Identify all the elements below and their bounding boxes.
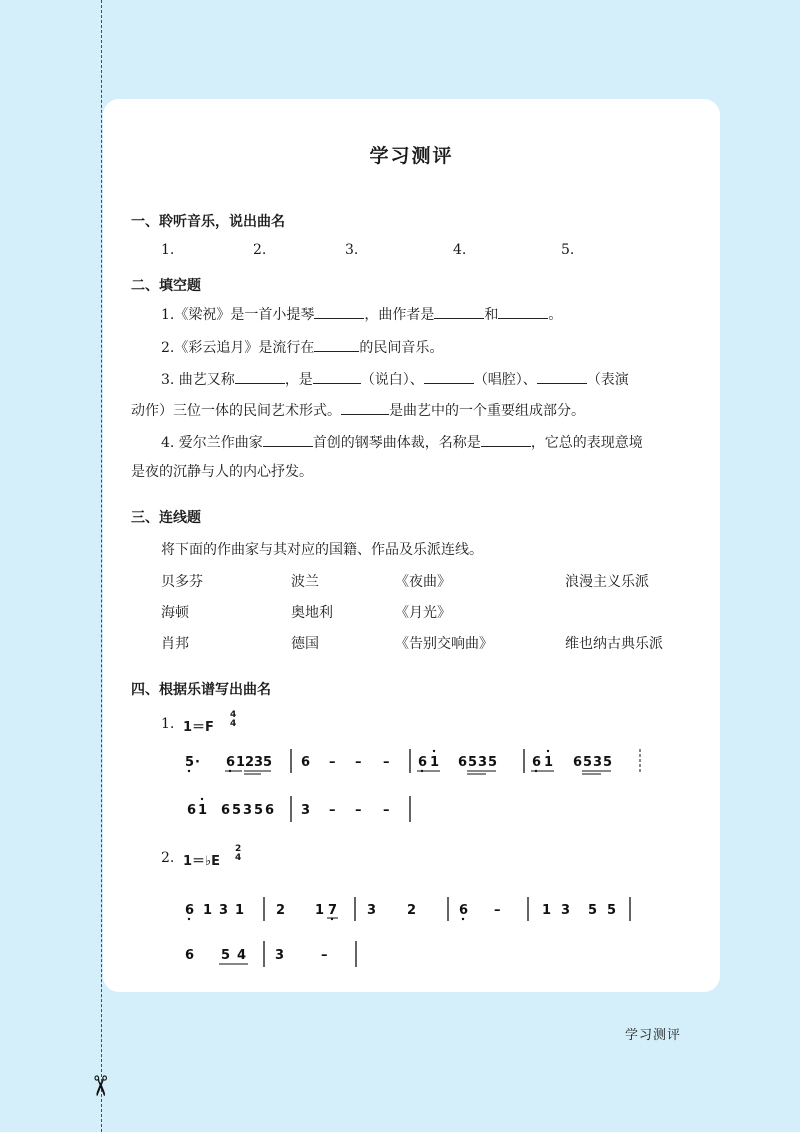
svg-text:–: – — [329, 755, 336, 770]
listen-item-4: 4. — [453, 242, 467, 258]
work-moonlight[interactable]: 《月光》 — [395, 605, 451, 621]
svg-text:3: 3 — [219, 903, 229, 918]
listen-item-5: 5. — [561, 242, 575, 258]
svg-text:3: 3 — [275, 948, 285, 963]
country-germany[interactable]: 德国 — [291, 636, 319, 652]
svg-text:·: · — [195, 755, 200, 770]
score-1-key: 1＝F — [183, 720, 214, 735]
fill-question-4-cont: 是夜的沉静与人的内心抒发。 — [131, 464, 313, 480]
svg-text:6: 6 — [573, 755, 583, 770]
answer-blank[interactable] — [314, 306, 364, 319]
svg-text:1: 1 — [203, 903, 213, 918]
work-farewell-symphony[interactable]: 《告别交响曲》 — [395, 636, 493, 652]
fill-question-4: 4. 爱尔兰作曲家 首创的钢琴曲体裁，名称是 ，它总的表现意境 — [161, 435, 643, 451]
svg-text:–: – — [383, 755, 390, 770]
svg-text:1: 1 — [315, 903, 325, 918]
answer-blank[interactable] — [235, 371, 285, 384]
svg-text:6: 6 — [459, 903, 469, 918]
svg-text:–: – — [383, 803, 390, 818]
svg-text:1: 1 — [542, 903, 552, 918]
svg-text:5: 5 — [607, 903, 617, 918]
work-nocturne[interactable]: 《夜曲》 — [395, 574, 451, 590]
svg-text:6: 6 — [301, 755, 311, 770]
listen-item-1: 1. — [161, 242, 175, 258]
country-poland[interactable]: 波兰 — [291, 574, 319, 590]
svg-text:5: 5 — [263, 755, 273, 770]
svg-text:5: 5 — [221, 948, 231, 963]
svg-text:6: 6 — [265, 803, 275, 818]
svg-text:3: 3 — [243, 803, 253, 818]
svg-text:6: 6 — [187, 803, 197, 818]
svg-text:–: – — [355, 755, 362, 770]
svg-text:5: 5 — [185, 755, 195, 770]
answer-blank[interactable] — [263, 434, 313, 447]
scissors-icon: ✂ — [83, 1074, 117, 1098]
section-2-heading: 二、填空题 — [131, 278, 201, 294]
svg-text:5: 5 — [254, 803, 264, 818]
svg-text:1: 1 — [235, 903, 245, 918]
answer-blank[interactable] — [341, 402, 389, 415]
matching-instruction: 将下面的作曲家与其对应的国籍、作品及乐派连线。 — [161, 542, 483, 558]
svg-text:6: 6 — [226, 755, 236, 770]
svg-text:3: 3 — [561, 903, 571, 918]
svg-text:2: 2 — [276, 903, 286, 918]
fill-question-1: 1.《梁祝》是一首小提琴 ，曲作者是 和 。 — [161, 307, 563, 323]
svg-text:3: 3 — [593, 755, 603, 770]
svg-text:5: 5 — [232, 803, 242, 818]
svg-text:1: 1 — [236, 755, 246, 770]
score-2-time-signature: 2 4 — [235, 844, 242, 863]
score-1-number: 1. — [161, 716, 175, 732]
answer-blank[interactable] — [481, 434, 531, 447]
score-2-key: 1＝♭E — [183, 854, 221, 869]
svg-text:1: 1 — [544, 755, 554, 770]
answer-blank[interactable] — [434, 306, 484, 319]
svg-text:–: – — [329, 803, 336, 818]
fill-question-3-cont: 动作）三位一体的民间艺术形式。 是曲艺中的一个重要组成部分。 — [131, 403, 585, 419]
listen-item-2: 2. — [253, 242, 267, 258]
svg-text:6: 6 — [185, 903, 195, 918]
school-viennese-classical[interactable]: 维也纳古典乐派 — [565, 636, 663, 652]
svg-text:6: 6 — [221, 803, 231, 818]
svg-text:1: 1 — [430, 755, 440, 770]
svg-text:3: 3 — [301, 803, 311, 818]
svg-text:2: 2 — [245, 755, 255, 770]
svg-text:7: 7 — [328, 903, 338, 918]
svg-text:6: 6 — [185, 948, 195, 963]
cut-line — [101, 0, 102, 1132]
page-title: 学习测评 — [369, 145, 454, 167]
section-1-heading: 一、聆听音乐，说出曲名 — [131, 214, 285, 230]
svg-text:5: 5 — [603, 755, 613, 770]
quiz-card — [103, 99, 720, 992]
svg-text:3: 3 — [254, 755, 264, 770]
fill-question-3: 3. 曲艺又称 ，是 （说白）、 （唱腔）、 （表演 — [161, 372, 629, 388]
svg-text:5: 5 — [468, 755, 478, 770]
score-2-number: 2. — [161, 850, 175, 866]
svg-text:4: 4 — [237, 948, 247, 963]
svg-text:3: 3 — [367, 903, 377, 918]
composer-chopin[interactable]: 肖邦 — [161, 636, 189, 652]
svg-text:5: 5 — [583, 755, 593, 770]
answer-blank[interactable] — [537, 371, 587, 384]
svg-text:6: 6 — [418, 755, 428, 770]
svg-text:5: 5 — [588, 903, 598, 918]
section-4-heading: 四、根据乐谱写出曲名 — [131, 682, 271, 698]
composer-beethoven[interactable]: 贝多芬 — [161, 574, 203, 590]
score-1-time-signature: 4 4 — [230, 710, 237, 729]
answer-blank[interactable] — [314, 339, 359, 352]
svg-text:–: – — [494, 903, 501, 918]
svg-text:–: – — [355, 803, 362, 818]
svg-text:–: – — [321, 948, 328, 963]
answer-blank[interactable] — [313, 371, 361, 384]
section-3-heading: 三、连线题 — [131, 510, 201, 526]
svg-text:6: 6 — [532, 755, 542, 770]
score-2-notation — [103, 884, 720, 979]
svg-text:5: 5 — [488, 755, 498, 770]
answer-blank[interactable] — [498, 306, 548, 319]
school-romantic[interactable]: 浪漫主义乐派 — [565, 574, 649, 590]
composer-haydn[interactable]: 海顿 — [161, 605, 189, 621]
svg-text:1: 1 — [198, 803, 208, 818]
score-1-notation — [103, 739, 720, 839]
svg-text:3: 3 — [478, 755, 488, 770]
svg-text:2: 2 — [407, 903, 417, 918]
answer-blank[interactable] — [424, 371, 474, 384]
country-austria[interactable]: 奥地利 — [291, 605, 333, 621]
listen-item-3: 3. — [345, 242, 359, 258]
fill-question-2: 2.《彩云追月》是流行在 的民间音乐。 — [161, 340, 444, 356]
page-footer: 学习测评 — [625, 1028, 682, 1043]
svg-text:6: 6 — [458, 755, 468, 770]
